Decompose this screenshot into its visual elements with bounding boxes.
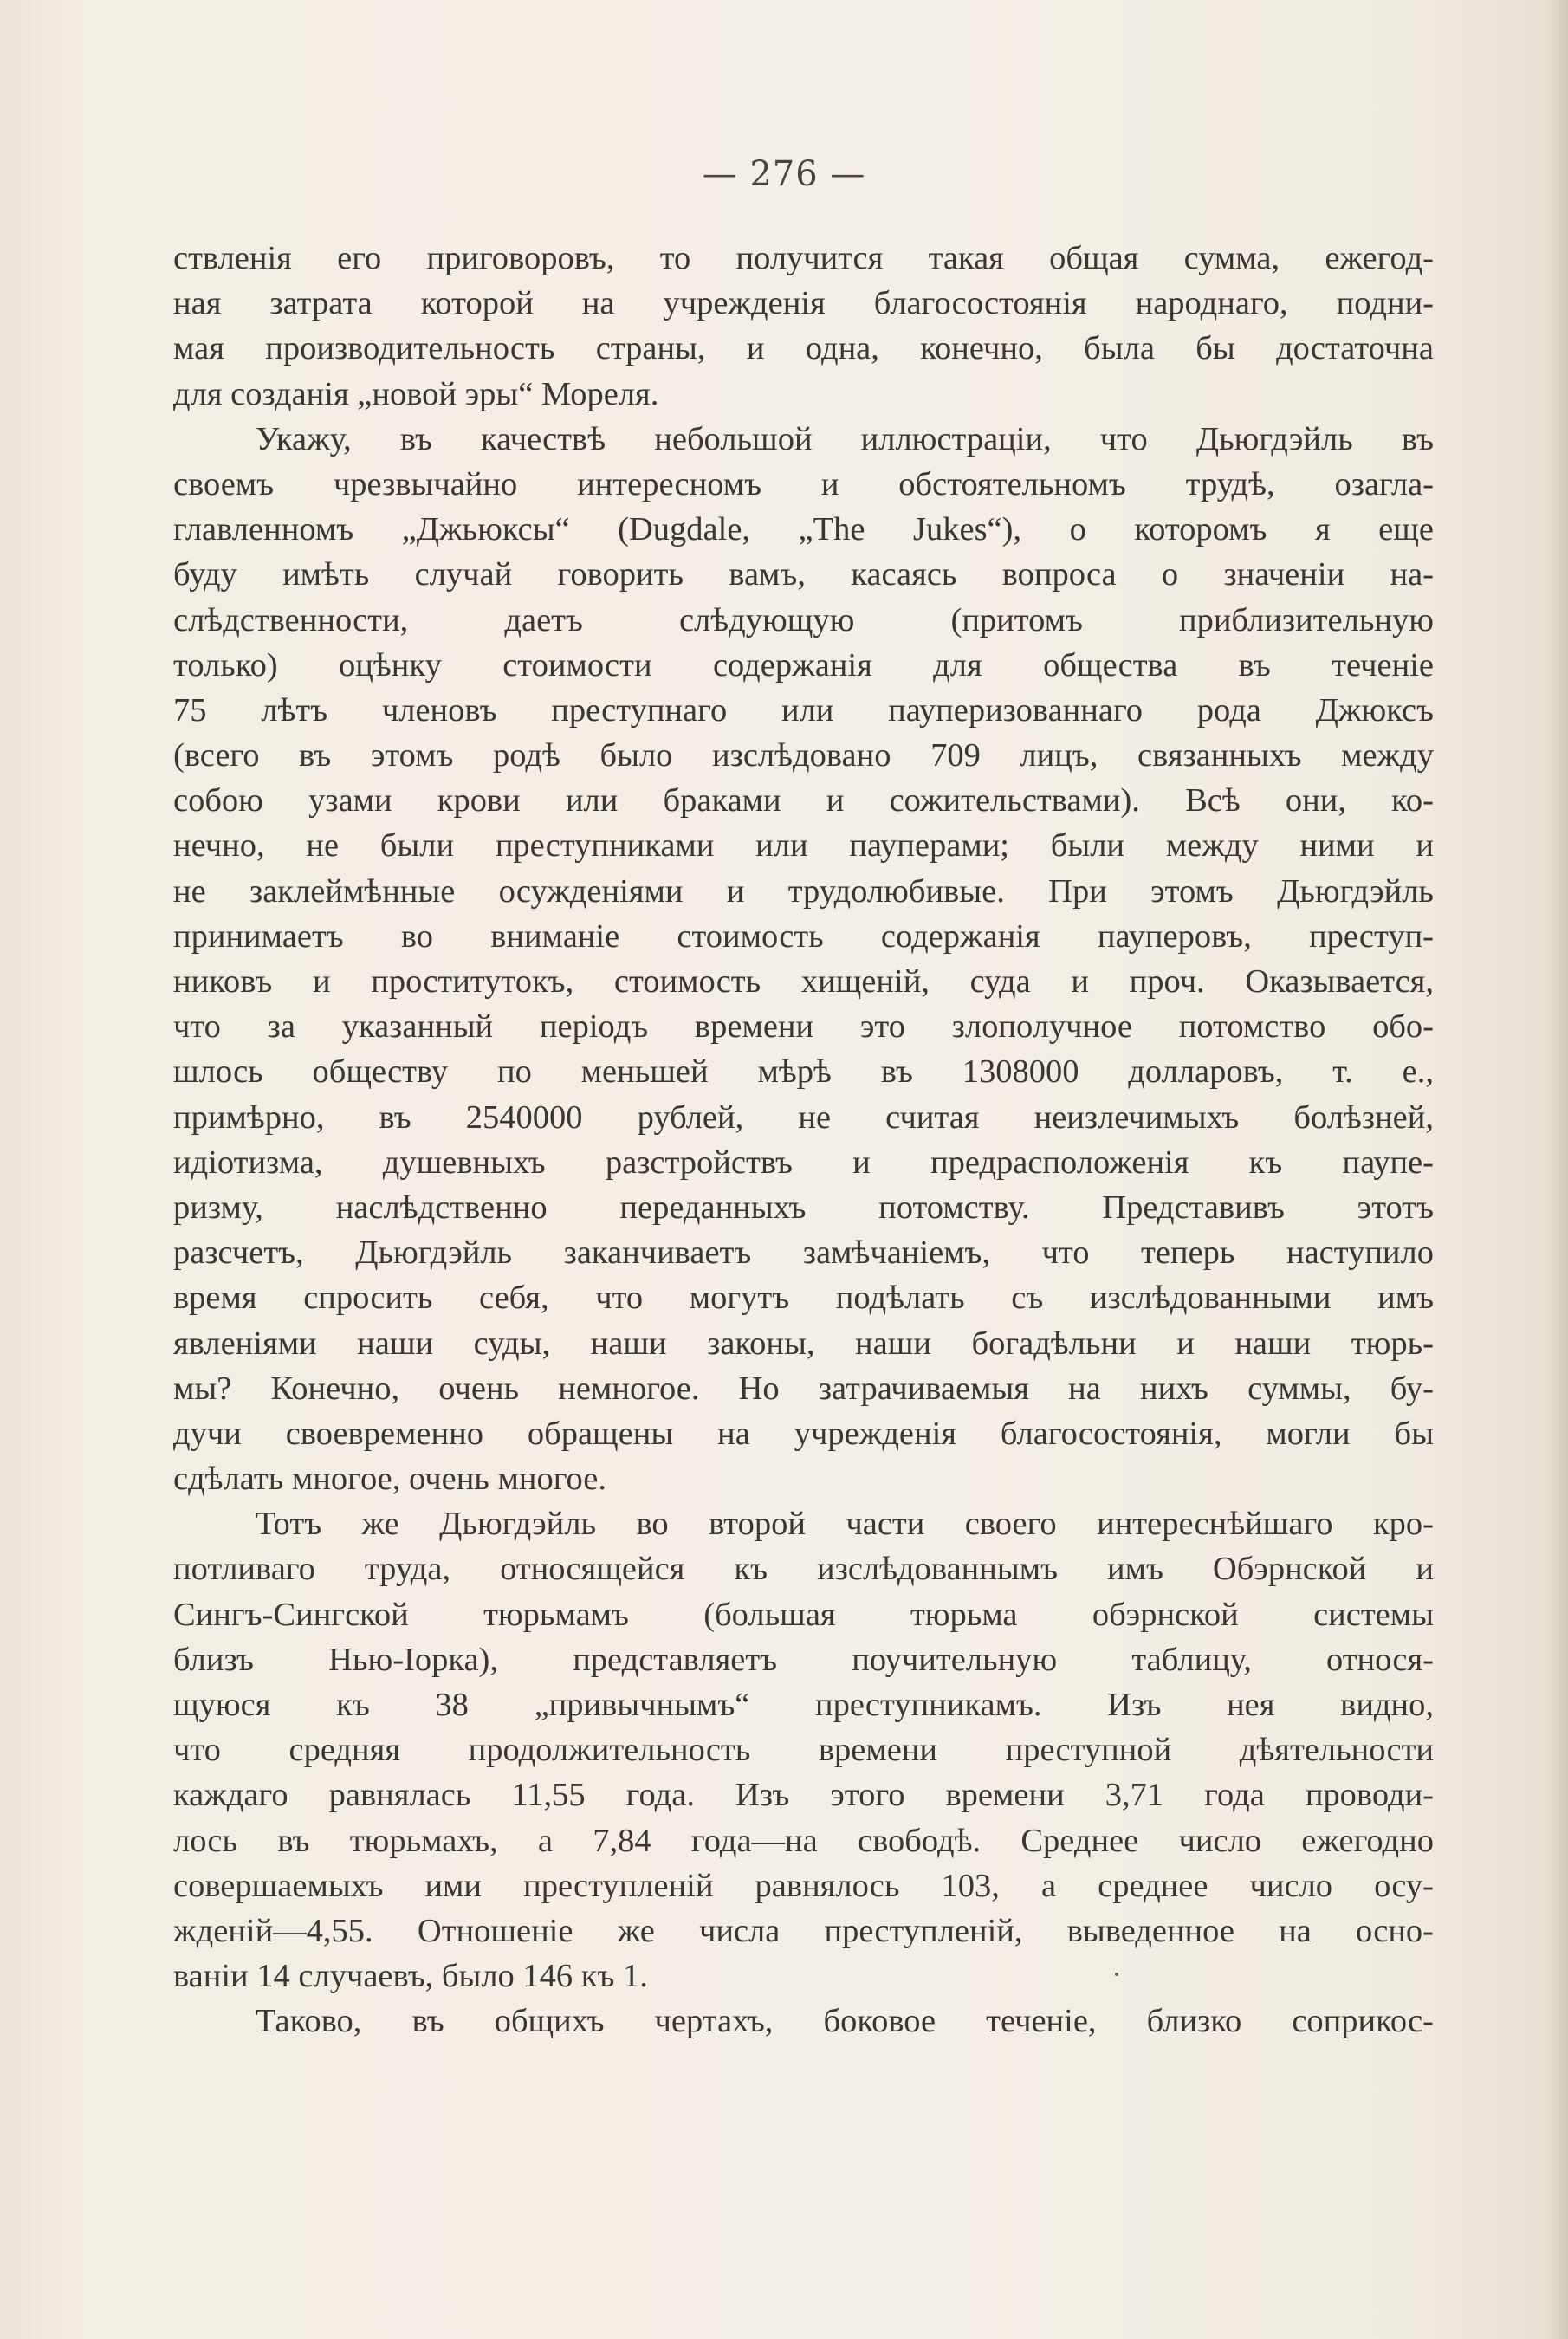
text-line: ваніи 14 случаевъ, было 146 къ 1.: [173, 1958, 648, 1995]
text-line: (всего въ этомъ родѣ было изслѣдовано 709 лицъ, связанныхъ между: [173, 737, 1434, 774]
text-line: своемъ чрезвычайно интересномъ и обстоятельномъ трудѣ, озагла-: [173, 465, 1434, 502]
text-line: сдѣлать многое, очень многое.: [173, 1461, 606, 1498]
text-line: нечно, не были преступниками или пауперами; были между ними и: [173, 827, 1434, 865]
text-line: никовъ и проститутокъ, стоимость хищеній, суда и проч. Оказывается,: [173, 963, 1434, 1000]
text-line: ризму, наслѣдственно переданныхъ потомству. Представивъ этотъ: [173, 1189, 1434, 1226]
text-line: не заклеймѣнные осужденіями и трудолюбивые. При этомъ Дьюгдэйль: [173, 872, 1434, 910]
text-line: примѣрно, въ 2540000 рублей, не считая неизлечимыхъ болѣзней,: [173, 1098, 1434, 1136]
text-line: явленіями наши суды, наши законы, наши богадѣльни и наши тюрь-: [173, 1325, 1434, 1362]
text-line: совершаемыхъ ими преступленій равнялось 103, а среднее число осу-: [173, 1867, 1434, 1904]
text-line: щуюся къ 38 „привычнымъ“ преступникамъ. Изъ нея видно,: [173, 1687, 1434, 1723]
body-text: [173, 236, 1434, 2044]
text-line: буду имѣть случай говорить вамъ, касаясь вопроса о значеніи на-: [173, 556, 1434, 593]
text-line: идіотизма, душевныхъ разстройствъ и предрасположенія къ паупе-: [173, 1144, 1434, 1181]
text-line: ная затрата которой на учрежденія благосостоянія народнаго, подни-: [173, 285, 1434, 322]
text-line: разсчетъ, Дьюгдэйль заканчиваетъ замѣчаніемъ, что теперь наступило: [173, 1234, 1434, 1272]
text-line: слѣдственности, даетъ слѣдующую (притомъ приблизительную: [173, 601, 1434, 638]
text-line: ствленія его приговоровъ, то получится такая общая сумма, ежегод-: [173, 240, 1434, 276]
text-line: время спросить себя, что могутъ подѣлать съ изслѣдованными имъ: [173, 1280, 1434, 1317]
text-line: главленномъ „Джьюксы“ (Dugdale, „The Jukes“), о которомъ я еще: [173, 511, 1434, 548]
text-line: потливаго труда, относящейся къ изслѣдованнымъ имъ Обэрнской и: [173, 1551, 1434, 1588]
text-line: принимаетъ во вниманіе стоимость содержанія пауперовъ, преступ-: [173, 917, 1434, 955]
text-line: Таково, въ общихъ чертахъ, боковое теченіе, близко соприкос-: [256, 2003, 1434, 2040]
text-line: лось въ тюрьмахъ, а 7,84 года—на свободѣ. Среднее число ежегодно: [173, 1822, 1434, 1859]
text-line: шлось обществу по меньшей мѣрѣ въ 1308000 долларовъ, т. е.,: [173, 1053, 1434, 1091]
text-line: мы? Конечно, очень немногое. Но затрачиваемыя на нихъ суммы, бу-: [173, 1370, 1434, 1407]
text-line: Укажу, въ качествѣ небольшой иллюстраціи, что Дьюгдэйль въ: [256, 420, 1434, 457]
text-line: мая производительность страны, и одна, конечно, была бы достаточна: [173, 330, 1434, 367]
page-number: — 276 —: [702, 154, 866, 194]
text-line: близъ Нью-Іорка), представляетъ поучительную таблицу, относя-: [173, 1641, 1434, 1678]
text-line: дучи своевременно обращены на учрежденія благосостоянія, могли бы: [173, 1415, 1434, 1452]
text-line: каждаго равнялась 11,55 года. Изъ этого времени 3,71 года проводи-: [173, 1777, 1434, 1814]
text-line: Тотъ же Дьюгдэйль во второй части своего интереснѣйшаго кро-: [256, 1506, 1434, 1543]
text-line: 75 лѣтъ членовъ преступнаго или пауперизованнаго рода Джюксъ: [173, 691, 1434, 729]
text-line: что средняя продолжительность времени преступной дѣятельности: [173, 1732, 1434, 1769]
ink-speck: [1115, 1973, 1118, 1976]
text-line: жденій—4,55. Отношеніе же числа преступленій, выведенное на осно-: [173, 1912, 1434, 1949]
text-line: что за указанный періодъ времени это злополучное потомство обо-: [173, 1008, 1434, 1046]
text-line: Сингъ-Сингской тюрьмамъ (большая тюрьма обэрнской системы: [173, 1596, 1434, 1633]
text-line: для созданія „новой эры“ Мореля.: [173, 375, 659, 412]
text-line: только) оцѣнку стоимости содержанія для общества въ теченіе: [173, 646, 1434, 684]
page-edge-shadow: [1545, 0, 1568, 2339]
text-line: собою узами крови или браками и сожительствами). Всѣ они, ко-: [173, 782, 1434, 820]
